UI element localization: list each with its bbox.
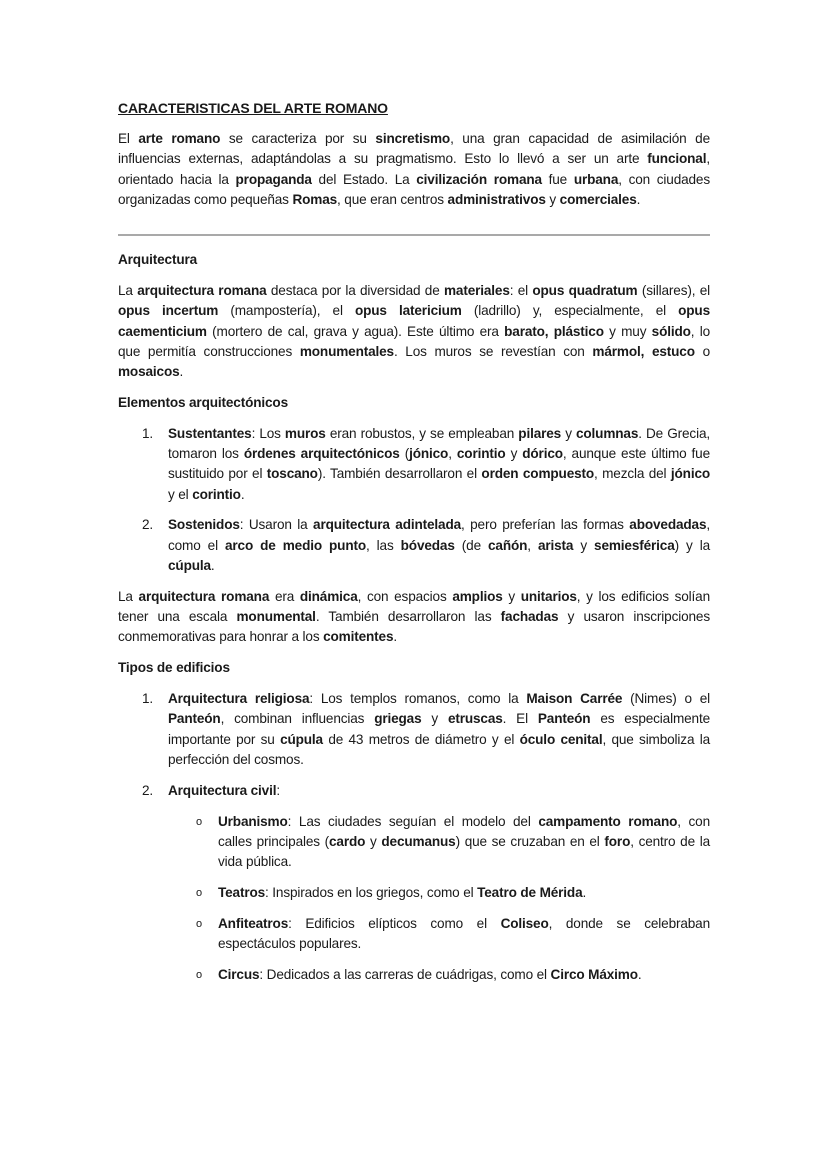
bold-term: Arquitectura religiosa bbox=[168, 691, 310, 707]
text-run: : Edificios elípticos como el bbox=[288, 915, 501, 931]
bold-term: Teatro de Mérida bbox=[477, 884, 583, 900]
sub-list-item bbox=[168, 812, 710, 873]
text-run: es especialmente importante por su bbox=[168, 711, 710, 747]
bold-term: columnas bbox=[575, 425, 639, 441]
bold-term: opus quadratum bbox=[532, 282, 638, 298]
elements-heading: Elementos arquitectónicos bbox=[118, 394, 288, 410]
bold-term: etruscas bbox=[447, 711, 503, 727]
text-run: , orientado hacia la bbox=[118, 151, 710, 187]
bold-term: arquitectura romana bbox=[138, 588, 270, 604]
bold-term: órdenes arquitectónicos bbox=[243, 446, 400, 462]
bold-term: comerciales bbox=[559, 191, 637, 207]
text-run: y bbox=[505, 446, 523, 462]
text-run: fue bbox=[541, 171, 574, 187]
bold-term: campamento romano bbox=[538, 813, 678, 829]
bold-term: barato, plástico bbox=[504, 323, 604, 339]
text-run: eran robustos, y se empleaban bbox=[325, 425, 519, 441]
text-run: . El bbox=[502, 711, 538, 727]
bold-term: toscano bbox=[266, 466, 318, 482]
text-run: . bbox=[240, 486, 245, 502]
text-run: y bbox=[545, 191, 560, 207]
text-run: : Inspirados en los griegos, como el bbox=[265, 884, 478, 900]
bold-term: arte romano bbox=[138, 131, 221, 146]
bold-term: jónico bbox=[409, 446, 449, 462]
bold-term: foro bbox=[604, 833, 631, 849]
text-run: , aunque este último fue sustituido por el bbox=[168, 446, 711, 482]
bold-term: fachadas bbox=[500, 609, 559, 625]
list-item bbox=[118, 424, 710, 505]
bold-term: civilización romana bbox=[416, 171, 542, 187]
text-run: . bbox=[210, 558, 215, 574]
bold-term: mosaicos bbox=[118, 364, 180, 380]
section-divider bbox=[118, 234, 710, 236]
sub-list bbox=[168, 812, 710, 986]
list-item bbox=[118, 515, 710, 576]
bold-term: urbana bbox=[573, 171, 619, 187]
bold-term: muros bbox=[284, 425, 326, 441]
text-run: . bbox=[393, 629, 398, 645]
architecture-heading: Arquitectura bbox=[118, 252, 198, 268]
text-run: . bbox=[582, 884, 587, 900]
bold-term: Arquitectura civil bbox=[168, 782, 277, 798]
bullet-icon: o bbox=[196, 917, 202, 930]
intro-paragraph bbox=[118, 129, 710, 210]
text-run: (de bbox=[454, 537, 489, 553]
text-run: . También desarrollaron las bbox=[315, 609, 501, 625]
list-number: 2. bbox=[142, 517, 154, 533]
text-run: : el bbox=[509, 282, 533, 298]
text-run: : Las ciudades seguían el modelo del bbox=[287, 813, 539, 829]
bold-term: Romas bbox=[292, 191, 338, 207]
list-item bbox=[118, 781, 710, 985]
text-run: , mezcla del bbox=[594, 466, 671, 482]
bold-term: propaganda bbox=[235, 171, 312, 187]
text-run: del Estado. La bbox=[311, 171, 417, 187]
text-run: y bbox=[573, 537, 595, 553]
bold-term: decumanus bbox=[381, 833, 456, 849]
text-run: , y los edificios solían tener una escala bbox=[118, 588, 710, 625]
text-run: destaca por la diversidad de bbox=[266, 282, 444, 298]
text-run: , combinan influencias bbox=[220, 711, 375, 727]
sub-list-item-text bbox=[218, 916, 710, 951]
dynamic-paragraph bbox=[118, 587, 710, 648]
text-run: se caracteriza por su bbox=[220, 131, 376, 146]
bold-term: Maison Carrée bbox=[526, 691, 623, 707]
text-run: (mampostería), el bbox=[218, 303, 355, 319]
bold-term: arquitectura adintelada bbox=[313, 517, 462, 533]
bold-term: mármol, estuco bbox=[592, 343, 695, 359]
bold-term: funcional bbox=[647, 151, 707, 167]
text-run: : Los bbox=[251, 425, 285, 441]
bold-term: Panteón bbox=[537, 711, 591, 727]
text-run: (mortero de cal, grava y agua). Este último era bbox=[206, 323, 505, 339]
bold-term: opus incertum bbox=[118, 303, 219, 319]
text-run: , donde se celebraban espectáculos populares. bbox=[218, 915, 710, 951]
text-run: . bbox=[636, 191, 641, 207]
text-run: . bbox=[179, 364, 184, 380]
list-item-text bbox=[168, 691, 710, 767]
bold-term: cardo bbox=[329, 833, 366, 849]
text-run: : Los templos romanos, como la bbox=[309, 691, 527, 707]
text-run: , las bbox=[366, 537, 401, 553]
bold-term: cúpula bbox=[168, 558, 211, 574]
text-run: , con calles principales ( bbox=[218, 813, 710, 849]
bold-term: Urbanismo bbox=[218, 813, 288, 829]
bullet-icon: o bbox=[196, 968, 202, 981]
bold-term: cañón bbox=[488, 537, 528, 553]
text-run: y muy bbox=[603, 323, 652, 339]
text-run: : Usaron la bbox=[239, 517, 314, 533]
text-run: La bbox=[118, 588, 139, 604]
text-run: y bbox=[365, 833, 382, 849]
list-number: 1. bbox=[142, 425, 154, 441]
list-item-text bbox=[168, 783, 280, 798]
document-page bbox=[118, 98, 710, 996]
text-run: . bbox=[637, 966, 642, 982]
text-run: de 43 metros de diámetro y el bbox=[322, 731, 520, 747]
bold-term: Anfiteatros bbox=[218, 915, 289, 931]
bold-term: Coliseo bbox=[500, 915, 549, 931]
text-run: ). También desarrollaron el bbox=[317, 466, 482, 482]
bold-term: Teatros bbox=[218, 884, 266, 900]
bold-term: Circo Máximo bbox=[550, 966, 638, 982]
text-run: o bbox=[694, 343, 710, 359]
text-run: , que simboliza la perfección del cosmos. bbox=[168, 731, 710, 767]
bold-term: jónico bbox=[670, 466, 711, 482]
bold-term: arista bbox=[537, 537, 574, 553]
text-run: , con espacios bbox=[357, 588, 453, 604]
bold-term: administrativos bbox=[447, 191, 546, 207]
bold-term: sincretismo bbox=[375, 131, 451, 146]
building-types-list bbox=[118, 689, 710, 985]
list-number: 1. bbox=[142, 691, 154, 707]
text-run: . Los muros se revestían con bbox=[393, 343, 593, 359]
text-run: , bbox=[527, 537, 538, 553]
bold-term: Panteón bbox=[168, 711, 221, 727]
bold-term: dórico bbox=[522, 446, 563, 462]
text-run: (ladrillo) y, especialmente, el bbox=[461, 303, 679, 319]
text-run: , bbox=[448, 446, 457, 462]
bullet-icon: o bbox=[196, 815, 202, 828]
text-run: , con ciudades organizadas como pequeñas bbox=[118, 171, 710, 207]
sub-list-item bbox=[168, 914, 710, 955]
text-run: y bbox=[561, 425, 576, 441]
bold-term: semiesférica bbox=[594, 537, 675, 553]
bold-term: óculo cenital bbox=[519, 731, 603, 747]
text-run: ( bbox=[399, 446, 410, 462]
text-run: : bbox=[276, 782, 280, 798]
text-run: : Dedicados a las carreras de cuádrigas, como el bbox=[259, 966, 551, 982]
text-run: (Nimes) o el bbox=[622, 691, 710, 707]
text-run: , pero preferían las formas bbox=[461, 517, 630, 533]
text-run: La bbox=[118, 282, 138, 298]
bold-term: monumentales bbox=[299, 343, 394, 359]
bold-term: sólido bbox=[651, 323, 691, 339]
bold-term: arquitectura romana bbox=[137, 282, 267, 298]
text-run: ) que se cruzaban en el bbox=[455, 833, 605, 849]
document-title: CARACTERISTICAS DEL ARTE ROMANO bbox=[118, 100, 388, 116]
text-run: y usaron inscripciones conmemorativas para honrar a los bbox=[118, 609, 710, 645]
text-run: El bbox=[118, 131, 139, 146]
bold-term: comitentes bbox=[323, 629, 394, 645]
bold-term: pilares bbox=[518, 425, 562, 441]
bold-term: dinámica bbox=[299, 588, 358, 604]
sub-list-item-text bbox=[218, 885, 586, 900]
bold-term: amplios bbox=[452, 588, 503, 604]
bold-term: materiales bbox=[443, 282, 510, 298]
text-run: , centro de la vida pública. bbox=[218, 833, 711, 870]
list-item bbox=[118, 689, 710, 770]
elements-list bbox=[118, 424, 710, 577]
bold-term: opus caementicium bbox=[118, 303, 710, 339]
text-run: ) y la bbox=[674, 537, 710, 553]
bold-term: Circus bbox=[218, 966, 260, 982]
text-run: y el bbox=[168, 486, 193, 502]
bold-term: arco de medio punto bbox=[224, 537, 367, 553]
text-run: y bbox=[502, 588, 521, 604]
sub-list-item-text bbox=[218, 814, 710, 870]
sub-list-item bbox=[168, 965, 710, 985]
text-run: , lo que permitía construcciones bbox=[118, 323, 710, 359]
sub-list-item bbox=[168, 883, 710, 903]
list-item-text bbox=[168, 426, 710, 502]
bold-term: Sostenidos bbox=[168, 517, 240, 533]
materials-paragraph bbox=[118, 281, 710, 382]
bold-term: bóvedas bbox=[400, 537, 455, 553]
text-run: (sillares), el bbox=[637, 282, 710, 298]
bold-term: orden compuesto bbox=[481, 466, 595, 482]
bold-term: corintio bbox=[192, 486, 241, 502]
bold-term: monumental bbox=[236, 609, 316, 625]
text-run: era bbox=[269, 588, 300, 604]
list-number: 2. bbox=[142, 782, 154, 798]
text-run: . De Grecia, tomaron los bbox=[168, 425, 710, 462]
text-run: , que eran centros bbox=[337, 191, 448, 207]
bold-term: abovedadas bbox=[629, 517, 707, 533]
building-types-heading: Tipos de edificios bbox=[118, 660, 230, 676]
text-run: , como el bbox=[168, 517, 711, 553]
bold-term: Sustentantes bbox=[168, 425, 252, 441]
bold-term: griegas bbox=[374, 711, 422, 727]
bullet-icon: o bbox=[196, 886, 202, 899]
bold-term: unitarios bbox=[520, 588, 577, 604]
sub-list-item-text bbox=[218, 967, 642, 982]
list-item-text bbox=[168, 517, 710, 573]
text-run: y bbox=[421, 711, 448, 727]
bold-term: corintio bbox=[456, 446, 506, 462]
text-run: , una gran capacidad de asimilación de influencias externas, adaptándolas a su pragmatismo. Esto lo llevó a ser un arte bbox=[118, 131, 710, 167]
bold-term: opus latericium bbox=[354, 303, 462, 319]
bold-term: cúpula bbox=[280, 731, 323, 747]
